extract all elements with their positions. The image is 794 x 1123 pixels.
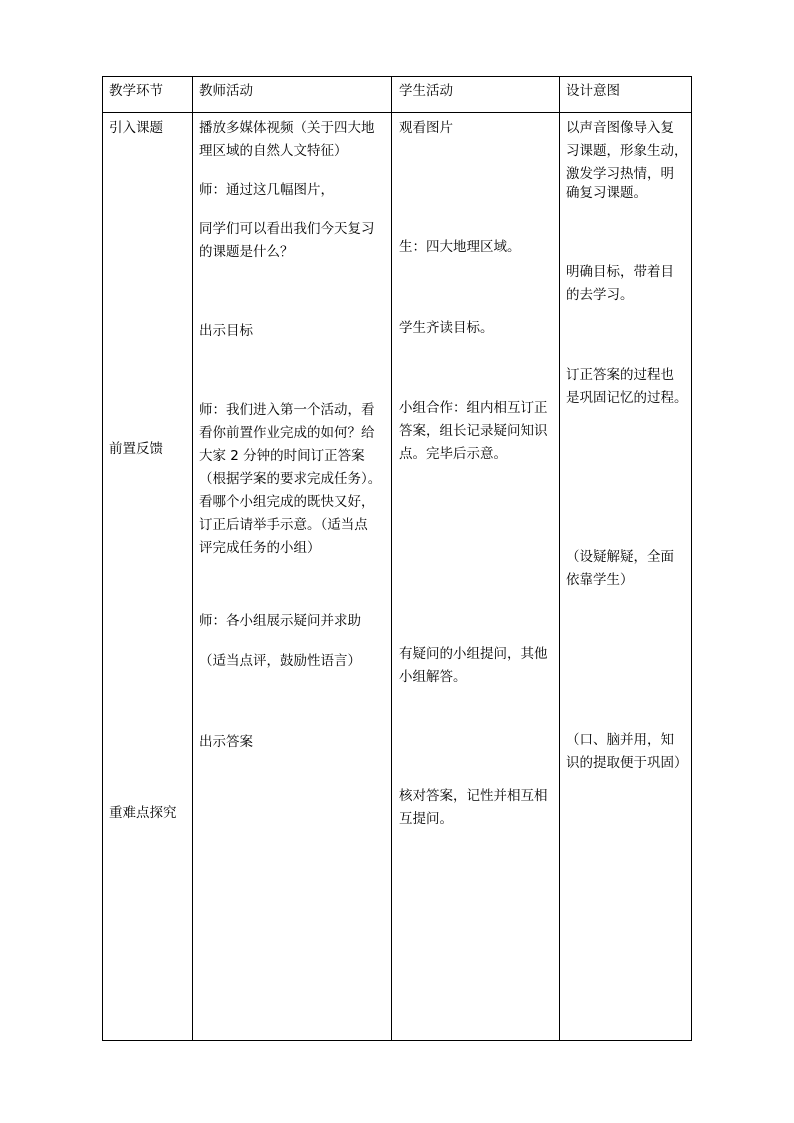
header-stage: 教学环节 [109,83,163,99]
student-text-line: 生：四大地理区域。 [399,239,521,255]
teacher-text-line: 同学们可以看出我们今天复习 [199,221,375,237]
column-divider [391,77,392,1040]
student-text-line: 小组解答。 [399,669,467,685]
header-design-intent: 设计意图 [566,83,620,99]
stage-preview-feedback: 前置反馈 [109,441,163,457]
intent-text-line: 以声音图像导入复 [566,120,674,136]
teacher-text-line: 出示目标 [199,323,253,339]
teacher-text-line: （根据学案的要求完成任务）。 [199,471,382,487]
student-text-line: 互提问。 [399,811,453,827]
column-divider [559,77,560,1040]
header-row-divider [103,112,691,113]
intent-text-line: 的去学习。 [566,287,634,303]
student-text-line: 观看图片 [399,120,453,136]
stage-intro: 引入课题 [109,120,163,136]
teacher-text-line: 的课题是什么？ [199,244,294,260]
header-student-activity: 学生活动 [399,83,453,99]
teacher-text-line: 大家 2 分钟的时间订正答案 [199,448,365,464]
teacher-text-line: （适当点评，鼓励性语言） [199,653,361,669]
stage-key-points: 重难点探究 [109,805,177,821]
intent-text-line: 依靠学生） [566,572,634,588]
lesson-plan-table [102,76,692,1041]
teacher-text-line: 理区域的自然人文特征） [199,143,348,159]
intent-text-line: （设疑解疑，全面 [566,549,674,565]
column-divider [192,77,193,1040]
intent-text-line: 明确目标，带着目 [566,264,674,280]
teacher-text-line: 师：我们进入第一个活动，看 [199,402,375,418]
teacher-text-line: 评完成任务的小组） [199,540,321,556]
student-text-line: 点。完毕后示意。 [399,446,507,462]
teacher-text-line: 师：通过这几幅图片， [199,182,334,198]
teacher-text-line: 师：各小组展示疑问并求助 [199,613,361,629]
intent-text-line: 识的提取便于巩固） [566,755,688,771]
teacher-text-line: 播放多媒体视频（关于四大地 [199,120,375,136]
teacher-text-line: 看哪个小组完成的既快又好， [199,494,375,510]
intent-text-line: 订正答案的过程也 [566,367,674,383]
intent-text-line: 是巩固记忆的过程。 [566,390,688,406]
student-text-line: 核对答案，记性并相互相 [399,788,548,804]
header-teacher-activity: 教师活动 [199,83,253,99]
student-text-line: 小组合作：组内相互订正 [399,400,548,416]
student-text-line: 有疑问的小组提问，其他 [399,646,548,662]
student-text-line: 答案，组长记录疑问知识 [399,423,548,439]
intent-text-line: 习课题，形象生动， [566,143,688,159]
intent-text-line: （口、脑并用，知 [566,732,674,748]
teacher-text-line: 看你前置作业完成的如何？给 [199,425,375,441]
teacher-text-line: 订正后请举手示意。（适当点 [199,517,368,533]
intent-text-line: 激发学习热情，明 [566,166,674,182]
student-text-line: 学生齐读目标。 [399,320,494,336]
teacher-text-line: 出示答案 [199,734,253,750]
intent-text-line: 确复习课题。 [566,185,647,201]
